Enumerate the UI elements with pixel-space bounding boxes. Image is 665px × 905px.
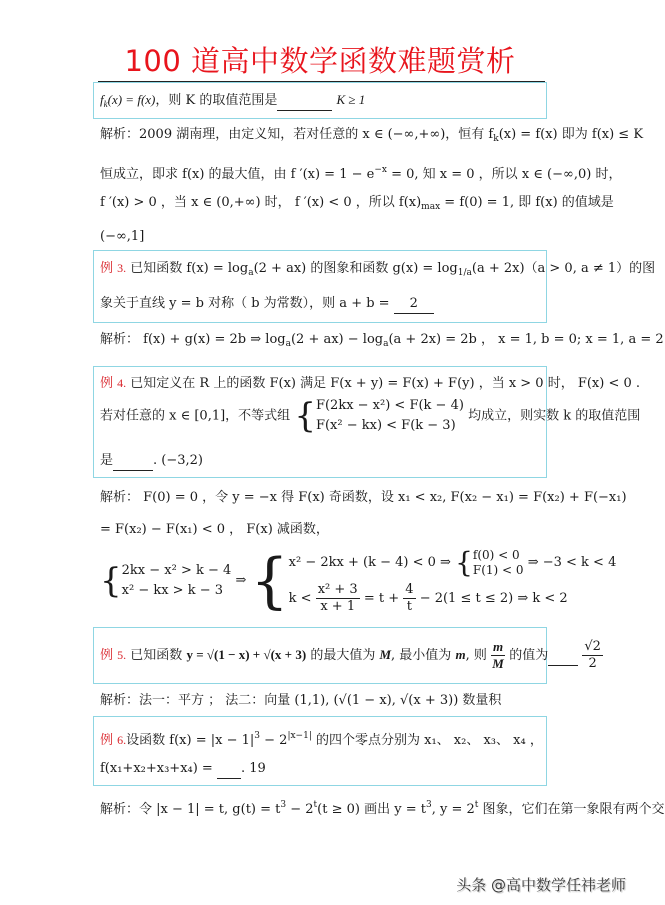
example-6-answer: . 19	[240, 761, 266, 776]
example-6-line-1	[100, 727, 543, 750]
analysis-text: 图象，它们在第一象限有两个交	[478, 802, 665, 817]
example-text: (2 + ax) 的图象和函数 g(x) = log	[253, 261, 458, 276]
example-3-answer: 2	[394, 295, 434, 314]
example-text: 均成立，则实数 k 的取值范围	[468, 408, 641, 424]
subscript: a	[285, 339, 291, 349]
subscript: a	[248, 268, 254, 278]
example-4-line-2	[100, 396, 640, 436]
example-text: 已知函数	[130, 648, 183, 663]
analysis-text: = f(0) = 1, 即 f(x) 的值域是	[440, 195, 614, 210]
subscript: max	[421, 202, 441, 212]
math-expr: (x) = f(x)	[107, 92, 156, 107]
analysis-text: = 0, 知 x = 0 ，所以 x ∈ (−∞,0) 时，	[386, 167, 622, 182]
analysis-text: 恒成立，即求 f(x) 的最大值，由 f ′(x) = 1 − e	[100, 167, 375, 182]
inequality: 2kx − x² > k − 4	[121, 563, 232, 578]
left-brace: {	[100, 561, 122, 601]
inequality: ⇒ −3 < k < 4	[527, 555, 617, 570]
analysis-1-line-3	[100, 194, 614, 216]
example-3-line-2	[100, 295, 434, 314]
fraction	[316, 582, 360, 615]
analysis-1-line-2	[100, 161, 621, 184]
analysis-text: 解析：法一：平方 ； 法二：向量 (1,1), (√(1 − x), √(x + 3)) 数量积	[100, 693, 502, 708]
analysis-4-system	[100, 545, 616, 617]
inequality-1: F(2kx − x²) < F(k − 4)	[315, 398, 464, 413]
superscript: 3	[425, 800, 432, 810]
analysis-text: − 2	[286, 802, 314, 817]
example-text: , 最小值为	[391, 648, 452, 663]
example-text: 象关于直线 y = b 对称（ b 为常数），则 a + b =	[100, 296, 390, 311]
subscript-k: k	[103, 99, 108, 109]
answer-blank	[113, 452, 153, 471]
inequality: x² − 2kx + (k − 4) < 0 ⇒	[288, 555, 451, 570]
analysis-text: (x) = f(x) 即为 f(x) ≤ K	[498, 127, 644, 142]
denominator: 2	[588, 656, 597, 671]
superscript: |x−1|	[287, 731, 312, 741]
denominator: M	[492, 656, 504, 671]
inequality: − 2(1 ≤ t ≤ 2) ⇒ k < 2	[419, 591, 568, 606]
example-4-line-3	[100, 452, 203, 471]
left-brace: {	[250, 546, 289, 616]
analysis-text: , y = 2	[431, 802, 475, 817]
example-number: 5.	[117, 648, 127, 662]
example-number: 6.	[117, 733, 127, 747]
subscript: k	[493, 134, 499, 144]
example-label: 例	[100, 648, 114, 663]
analysis-5	[100, 692, 501, 710]
example-3-line-1	[100, 259, 655, 282]
inequality: F(1) < 0	[472, 562, 524, 577]
inequality: k <	[288, 591, 312, 606]
answer-blank	[548, 647, 578, 666]
example-text: 的四个零点分别为 x₁、 x₂、 x₃、 x₄ ，	[311, 733, 543, 748]
analysis-text: (t ≥ 0) 画出 y = t	[317, 802, 426, 817]
subscript: 1/a	[457, 268, 472, 278]
analysis-text: 解析： F(0) = 0 ，令 y = −x 得 F(x) 奇函数，设 x₁ < x₂, F(x₂ − x₁) = F(x₂) + F(−x₁)	[100, 490, 627, 505]
analysis-1-line-1	[100, 126, 643, 148]
example-text: 的最大值为	[310, 648, 376, 663]
example-text: 是	[100, 453, 114, 468]
superscript: t	[474, 800, 479, 810]
analysis-text: 解析：2009 湖南理，由定义知，若对任意的 x ∈ (−∞,+∞)，恒有 f	[100, 127, 494, 142]
superscript: −x	[374, 165, 387, 175]
denominator: x + 1	[320, 599, 356, 614]
denominator: t	[406, 599, 413, 614]
answer-blank	[217, 760, 241, 779]
analysis-text: 解析： f(x) + g(x) = 2b ⇒ log	[100, 332, 286, 347]
superscript: t	[313, 800, 318, 810]
system-b-row-2	[289, 581, 617, 617]
fraction	[403, 582, 415, 615]
example-text: f(x₁+x₂+x₃+x₄) =	[100, 761, 213, 776]
analysis-text: 解析：令 |x − 1| = t, g(t) = t	[100, 802, 281, 817]
analysis-1-line-4	[100, 228, 144, 246]
analysis-text: = F(x₂) − F(x₁) < 0 ， F(x) 减函数，	[100, 522, 329, 537]
example-text: − 2	[260, 733, 288, 748]
example-number: 4.	[117, 376, 127, 390]
example-5-line	[100, 639, 603, 672]
analysis-text: (2 + ax) − log	[290, 332, 384, 347]
function-expression: y = √(1 − x) + √(x + 3)	[186, 647, 307, 662]
min-symbol: m	[455, 647, 466, 662]
example-text: (a + 2x)（a > 0, a ≠ 1）的图	[471, 261, 656, 276]
numerator: 4	[405, 582, 414, 597]
answer-blank	[277, 92, 332, 111]
inequality-2: F(x² − kx) < F(k − 3)	[315, 418, 456, 433]
numerator: m	[492, 639, 504, 654]
example-text: , 则	[465, 648, 487, 663]
subscript: a	[383, 339, 389, 349]
inequality-system	[316, 396, 464, 436]
system-b-row-1	[289, 545, 617, 581]
analysis-6	[100, 796, 665, 819]
fraction-m-over-M	[491, 639, 505, 672]
example-number: 3.	[117, 261, 127, 275]
example-label: 例	[100, 261, 114, 276]
numerator: √2	[584, 639, 601, 654]
analysis-text: (−∞,1]	[100, 229, 145, 244]
example-text: 设函数 f(x) = |x − 1|	[126, 733, 255, 748]
inequality: x² − kx > k − 3	[121, 583, 224, 598]
inequality-system-b	[289, 545, 617, 617]
numerator: x² + 3	[317, 582, 358, 597]
problem-1-answer: K ≥ 1	[336, 92, 366, 107]
example-4-answer: . (−3,2)	[153, 453, 203, 468]
inequality-system-a	[122, 561, 232, 601]
implies-arrow: ⇒	[235, 573, 247, 588]
watermark: 头条 @高中数学任祎老师	[456, 876, 626, 894]
superscript: 3	[280, 800, 287, 810]
superscript: 3	[254, 731, 260, 741]
example-5-answer	[582, 639, 603, 672]
inequality: f(0) < 0	[472, 547, 520, 562]
example-text: 已知函数 f(x) = log	[130, 261, 249, 276]
example-6-line-2	[100, 760, 266, 779]
left-brace: {	[455, 545, 473, 579]
analysis-4-line-2	[100, 521, 329, 539]
example-label: 例	[100, 376, 114, 391]
example-text: 的值为	[509, 648, 549, 663]
left-brace: {	[294, 396, 316, 436]
max-symbol: M	[379, 647, 392, 662]
analysis-text: (a + 2x) = 2b ， x = 1, b = 0; x = 1, a = 2	[388, 332, 664, 347]
inequality-system-c	[473, 548, 524, 578]
example-4-line-1	[100, 374, 640, 393]
problem-1-text	[100, 91, 365, 113]
example-text: 已知定义在 R 上的函数 F(x) 满足 F(x + y) = F(x) + F(y) ，当 x > 0 时， F(x) < 0 .	[130, 376, 641, 391]
example-text: 若对任意的 x ∈ [0,1]，不等式组	[100, 408, 291, 424]
analysis-text: f ′(x) > 0 ，当 x ∈ (0,+∞) 时， f ′(x) < 0 ，所以 f(x)	[100, 195, 422, 210]
problem-1-prompt: ，则 K 的取值范围是	[155, 93, 278, 108]
example-label: 例	[100, 733, 114, 748]
math-f: f	[100, 92, 104, 107]
page-title: 100 道高中数学函数难题赏析	[124, 44, 516, 78]
inequality: = t +	[363, 591, 400, 606]
analysis-4-line-1	[100, 489, 627, 507]
analysis-3	[100, 331, 664, 353]
